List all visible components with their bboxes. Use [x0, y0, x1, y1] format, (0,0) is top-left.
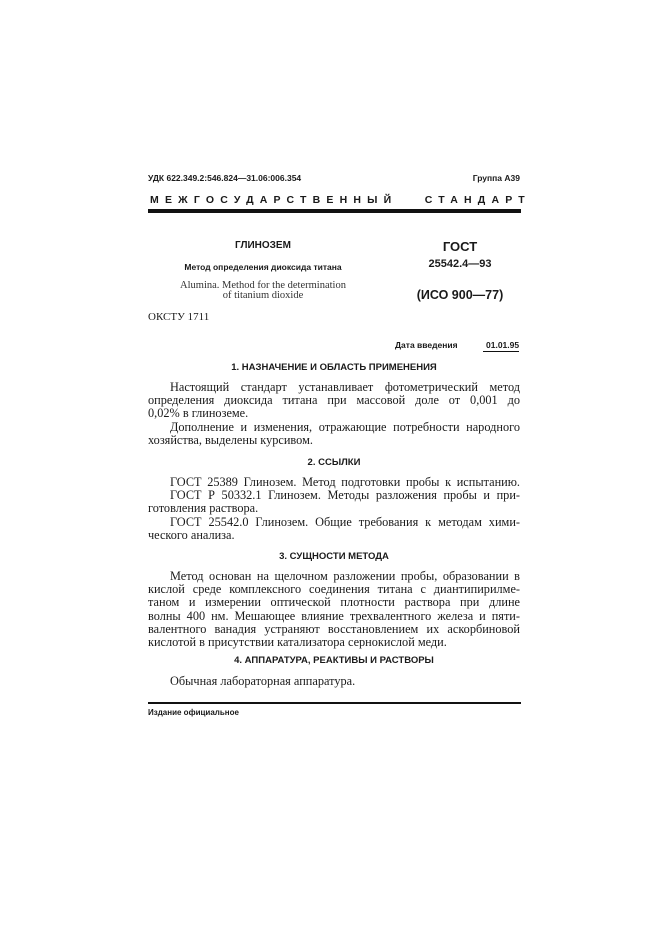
- standard-type: МЕЖГОСУДАРСТВЕННЫЙ СТАНДАРТ: [150, 194, 531, 206]
- text-line: таном и измерении оптической плотности раствора при длине: [148, 595, 520, 610]
- text-line: Обычная лабораторная аппаратура.: [170, 674, 356, 688]
- section-heading: 3. СУЩНОСТИ МЕТОДА: [279, 551, 389, 562]
- date-label: Дата введения: [395, 340, 458, 350]
- text-line: ГОСТ 25542.0 Глинозем. Общие требования к методам хими-: [170, 514, 520, 529]
- text-line: ческого анализа.: [148, 527, 235, 542]
- text-line: определения диоксида титана при массовой доле от 0,001 до: [148, 393, 520, 408]
- gost-number: 25542.4—93: [428, 258, 492, 270]
- document-subtitle: Метод определения диоксида титана: [184, 262, 342, 272]
- text-line: 0,02% в глиноземе.: [148, 406, 249, 421]
- header-rule: [148, 209, 521, 213]
- footer-rule: [148, 702, 521, 704]
- text-line: валентного ванадия устраняют восстановлением их аскорбиновой: [148, 621, 520, 636]
- section-heading: 1. НАЗНАЧЕНИЕ И ОБЛАСТЬ ПРИМЕНЕНИЯ: [231, 362, 437, 373]
- document-title: ГЛИНОЗЕМ: [235, 240, 291, 251]
- text-line: кислотой в присутствии катализатора сернокислой меди.: [148, 634, 447, 649]
- text-line: готовления раствора.: [148, 501, 259, 516]
- section-2: [148, 457, 520, 542]
- section-heading: 2. ССЫЛКИ: [307, 457, 361, 468]
- text-line: кислой среде комплексного соединения титана с диантипирилме-: [148, 582, 520, 597]
- date-value: 01.01.95: [483, 340, 519, 352]
- gost-label: ГОСТ: [442, 239, 478, 254]
- oksty-code: ОКСТУ 1711: [148, 311, 210, 323]
- text-line: хозяйства, выделены курсивом.: [148, 432, 313, 447]
- text-line: ГОСТ 25389 Глинозем. Метод подготовки пробы к испытанию.: [170, 475, 520, 489]
- text-line: Настоящий стандарт устанавливает фотометрический метод: [170, 380, 520, 394]
- section-heading: 4. АППАРАТУРА, РЕАКТИВЫ И РАСТВОРЫ: [234, 655, 434, 666]
- section-1: [148, 362, 520, 447]
- text-line: Дополнение и изменения, отражающие потребности народного: [170, 419, 520, 434]
- section-3: [148, 551, 520, 649]
- section-4: [148, 655, 520, 688]
- english-title: [148, 281, 378, 301]
- iso-number: (ИСО 900—77): [416, 288, 504, 302]
- text-line: ГОСТ Р 50332.1 Глинозем. Методы разложения пробы и при-: [170, 488, 520, 503]
- udk-code: УДК 622.349.2:546.824—31.06:006.354: [148, 173, 302, 183]
- english-title-line: of titanium dioxide: [222, 290, 304, 301]
- group-code: Группа А39: [472, 173, 520, 183]
- text-line: Метод основан на щелочном разложении пробы, образовании в: [170, 569, 520, 583]
- text-line: волны 400 нм. Мешающее влияние трехвалентного железа и пяти-: [148, 608, 520, 623]
- edition-label: Издание официальное: [148, 708, 239, 717]
- english-title-line: Alumina. Method for the determination: [180, 280, 346, 291]
